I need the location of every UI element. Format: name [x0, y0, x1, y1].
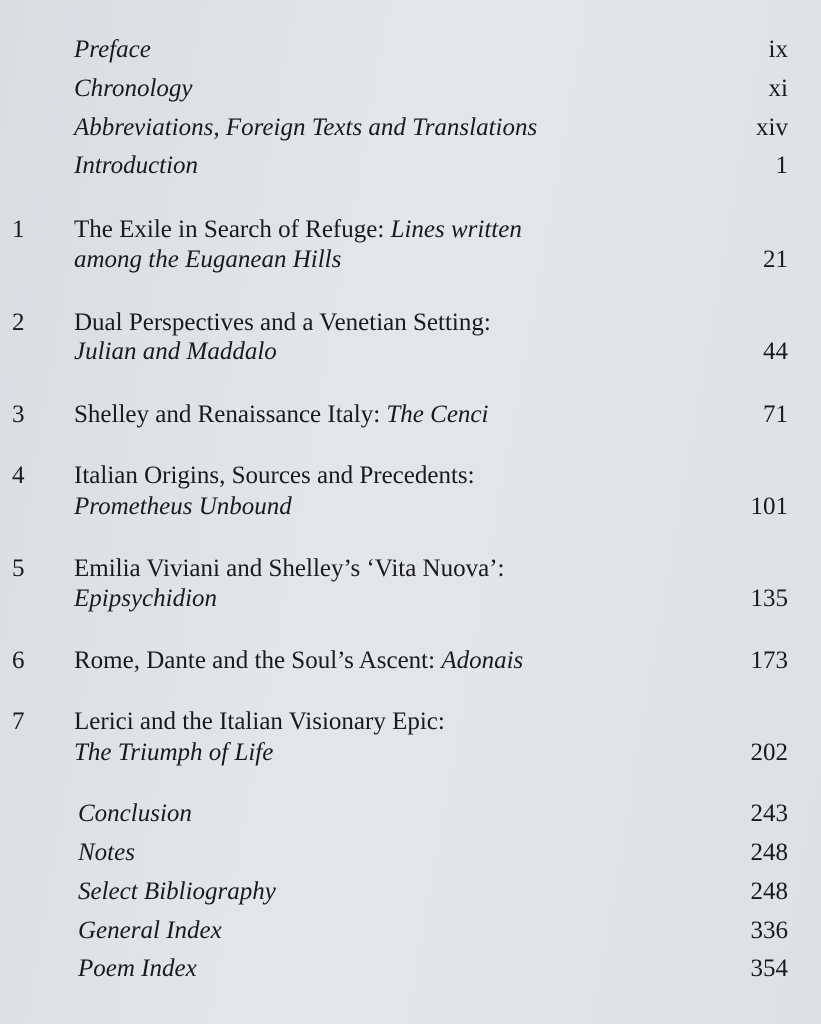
chapter-title-italic: Lines written [390, 216, 522, 243]
chapter-title-line2: The Triumph of Life [74, 739, 274, 766]
toc-entry-title: Chronology [74, 75, 193, 102]
toc-entry-page: 248 [750, 839, 788, 866]
toc-entry-page: 202 [750, 739, 788, 766]
toc-entry-page: 71 [763, 401, 788, 428]
toc-entry-page: 354 [750, 955, 788, 982]
toc-entry-page: 243 [750, 800, 788, 827]
toc-entry-title: Introduction [74, 152, 199, 179]
chapter-number: 3 [12, 401, 25, 428]
chapter-title-line2: Julian and Maddalo [74, 338, 277, 365]
chapter-title-roman: Rome, Dante and the Soul’s Ascent: [74, 647, 442, 674]
chapter-number: 7 [12, 708, 25, 735]
chapter-title-roman: Shelley and Renaissance Italy: [74, 401, 387, 428]
chapter-number: 4 [12, 462, 25, 489]
chapter-title-roman: The Exile in Search of Refuge: [74, 216, 391, 243]
chapter-number: 1 [12, 216, 25, 243]
toc-entry-page: xi [768, 75, 788, 102]
chapter-title-line2: Prometheus Unbound [74, 493, 292, 520]
toc-entry-title: Abbreviations, Foreign Texts and Translations [74, 114, 538, 141]
chapter-title-line1 [74, 645, 674, 677]
chapter-title-line1 [74, 399, 674, 431]
chapter-title-line1: Lerici and the Italian Visionary Epic: [74, 708, 445, 735]
toc-entry-title: Select Bibliography [78, 878, 276, 905]
chapter-title-italic: The Cenci [386, 401, 489, 428]
toc-entry-page: 21 [763, 246, 788, 273]
chapter-number: 2 [12, 309, 25, 336]
chapter-title-line1: Italian Origins, Sources and Precedents: [74, 462, 475, 489]
toc-entry-page: 44 [763, 338, 788, 365]
chapter-number: 6 [12, 647, 25, 674]
chapter-title-line2: among the Euganean Hills [74, 246, 342, 273]
toc-entry-page: 336 [750, 917, 788, 944]
chapter-title-line1: Emilia Viviani and Shelley’s ‘Vita Nuova’: [74, 555, 505, 582]
toc-entry-title: Poem Index [78, 955, 197, 982]
toc-entry-title: Notes [78, 839, 135, 866]
toc-entry-page: 135 [750, 585, 788, 612]
chapter-title-line1: Dual Perspectives and a Venetian Setting: [74, 309, 491, 336]
toc-entry-page: ix [768, 36, 788, 63]
toc-entry-title: Preface [74, 36, 151, 63]
toc-entry-page: 173 [750, 647, 788, 674]
toc-entry-page: xiv [756, 114, 788, 141]
chapter-title-italic: Adonais [441, 647, 524, 674]
chapter-number: 5 [12, 555, 25, 582]
chapter-title-line2: Epipsychidion [74, 585, 218, 612]
chapter-title-line1 [74, 214, 674, 246]
toc-entry-page: 101 [750, 493, 788, 520]
toc-entry-page: 1 [775, 152, 788, 179]
toc-entry-title: General Index [78, 917, 222, 944]
toc-entry-page: 248 [750, 878, 788, 905]
toc-entry-title: Conclusion [78, 800, 192, 827]
